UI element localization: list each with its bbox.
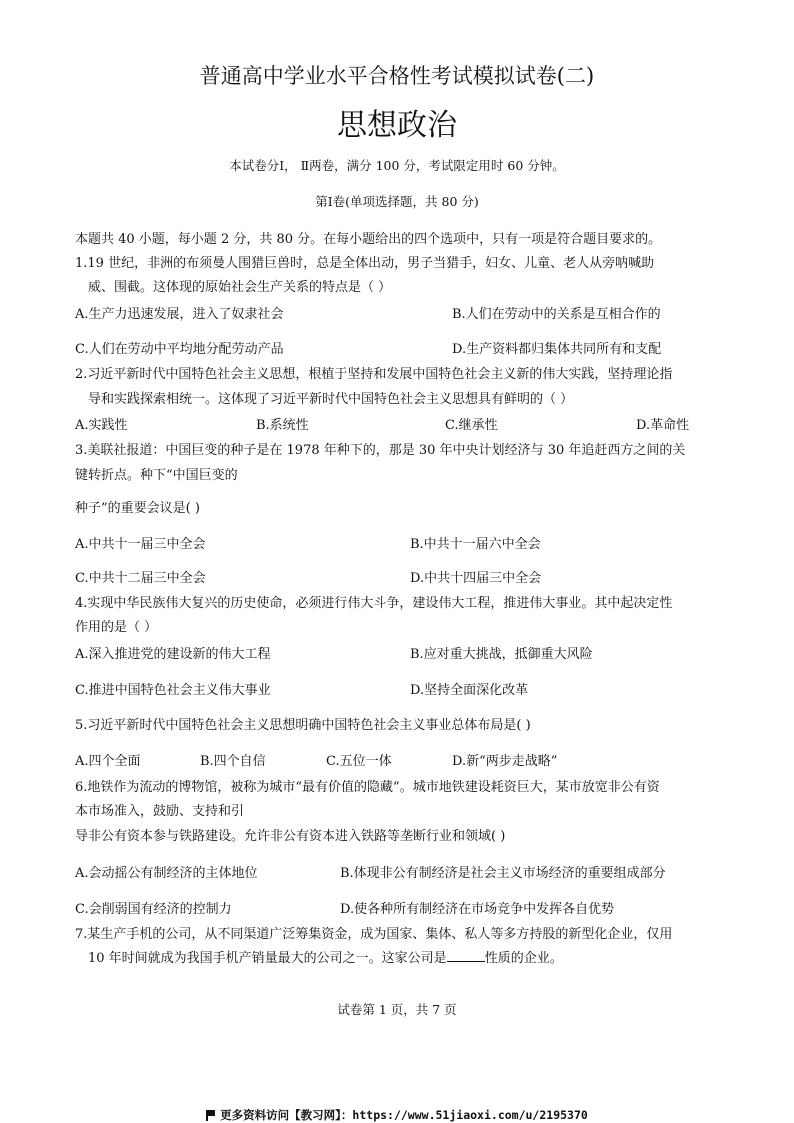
- question-7-line-2-start: 10 年时间就成为我国手机产销量最大的公司之一。这家公司是: [88, 951, 447, 966]
- page-footer: 试卷第 1 页，共 7 页: [337, 1002, 457, 1017]
- question-3-line-3: 种子”的重要会议是( ): [75, 501, 200, 516]
- flag-icon: [206, 1110, 216, 1120]
- resource-link[interactable]: [0, 1107, 794, 1123]
- question-2-line-2: 导和实践探索相统一。这体现了习近平新时代中国特色社会主义思想具有鲜明的（ ）: [88, 392, 574, 407]
- question-5-option-d: D.新“两步走战略”: [452, 754, 558, 769]
- question-4-option-b: B.应对重大挑战，抵御重大风险: [410, 647, 593, 662]
- question-5-option-a: A.四个全面: [75, 754, 141, 769]
- question-3-line-1: 3.美联社报道：中国巨变的种子是在 1978 年种下的，那是 30 年中央计划经济与 30 年追赶西方之间的关: [75, 443, 686, 458]
- exam-title: 普通高中学业水平合格性考试模拟试卷(二): [199, 64, 595, 88]
- question-4-option-a: A.深入推进党的建设新的伟大工程: [75, 647, 271, 662]
- answer-blank[interactable]: [447, 949, 485, 962]
- section-heading: 第Ⅰ卷(单项选择题，共 80 分): [315, 194, 479, 209]
- question-2-line-1: 2.习近平新时代中国特色社会主义思想，根植于坚持和发展中国特色社会主义新的伟大实践，坚持理论指: [75, 367, 673, 382]
- question-1-option-a: A.生产力迅速发展，进入了奴隶社会: [75, 307, 284, 322]
- question-7-line-1: 7.某生产手机的公司，从不同渠道广泛筹集资金，成为国家、集体、私人等多方持股的新型化企业，仅用: [75, 927, 673, 942]
- question-3-option-d: D.中共十四届三中全会: [410, 571, 542, 586]
- question-3-option-c: C.中共十二届三中全会: [75, 571, 206, 586]
- question-1-option-d: D.生产资料都归集体共同所有和支配: [452, 342, 662, 357]
- question-3-option-b: B.中共十一届六中全会: [410, 537, 541, 552]
- question-6-option-b: B.体现非公有制经济是社会主义市场经济的重要组成部分: [340, 866, 666, 881]
- resource-link-text[interactable]: 更多资料访问【教习网】：https://www.51jiaoxi.com/u/2195370: [220, 1108, 588, 1122]
- question-1-option-c: C.人们在劳动中平均地分配劳动产品: [75, 342, 284, 357]
- question-4-option-c: C.推进中国特色社会主义伟大事业: [75, 683, 271, 698]
- subject-title: 思想政治: [337, 108, 457, 143]
- question-6-option-d: D.使各种所有制经济在市场竞争中发挥各自优势: [340, 902, 615, 917]
- question-6-line-3: 导非公有资本参与铁路建设。允许非公有资本进入铁路等垄断行业和领域( ): [75, 829, 506, 844]
- question-5-option-c: C.五位一体: [326, 754, 392, 769]
- question-1-option-b: B.人们在劳动中的关系是互相合作的: [452, 307, 661, 322]
- question-5-line-1: 5.习近平新时代中国特色社会主义思想明确中国特色社会主义事业总体布局是( ): [75, 718, 531, 733]
- question-6-line-1: 6.地铁作为流动的博物馆，被称为城市“最有价值的隐藏”。城市地铁建设耗资巨大，某市放宽非公有资: [75, 780, 660, 795]
- question-5-option-b: B.四个自信: [200, 754, 266, 769]
- question-3-option-a: A.中共十一届三中全会: [75, 537, 206, 552]
- instructions: 本题共 40 小题，每小题 2 分，共 80 分。在每小题给出的四个选项中，只有一项是符合题目要求的。: [75, 232, 662, 247]
- question-6-line-2: 本市场准入，鼓励、支持和引: [75, 804, 245, 819]
- question-4-option-d: D.坚持全面深化改革: [410, 683, 529, 698]
- question-3-line-2: 键转折点。种下“中国巨变的: [75, 468, 238, 483]
- question-1-line-2: 威、围截。这体现的原始社会生产关系的特点是（ ）: [88, 280, 392, 295]
- question-2-option-a: A.实践性: [75, 418, 128, 433]
- exam-intro: 本试卷分Ⅰ， Ⅱ两卷，满分 100 分，考试限定用时 60 分钟。: [229, 158, 565, 173]
- question-6-option-a: A.会动摇公有制经济的主体地位: [75, 866, 258, 881]
- question-2-option-d: D.革命性: [636, 418, 690, 433]
- question-2-option-b: B.系统性: [256, 418, 309, 433]
- question-7-line-2: [88, 947, 563, 966]
- question-4-line-2: 作用的是（ ）: [75, 620, 158, 635]
- question-1-line-1: 1.19 世纪，非洲的布须曼人围猎巨兽时，总是全体出动，男子当猎手，妇女、儿童、老人从旁呐喊助: [75, 256, 655, 271]
- question-7-line-2-end: 性质的企业。: [484, 951, 563, 966]
- question-2-option-c: C.继承性: [445, 418, 498, 433]
- question-4-line-1: 4.实现中华民族伟大复兴的历史使命，必须进行伟大斗争，建设伟大工程，推进伟大事业。其中起决定性: [75, 596, 673, 611]
- question-6-option-c: C.会削弱国有经济的控制力: [75, 902, 232, 917]
